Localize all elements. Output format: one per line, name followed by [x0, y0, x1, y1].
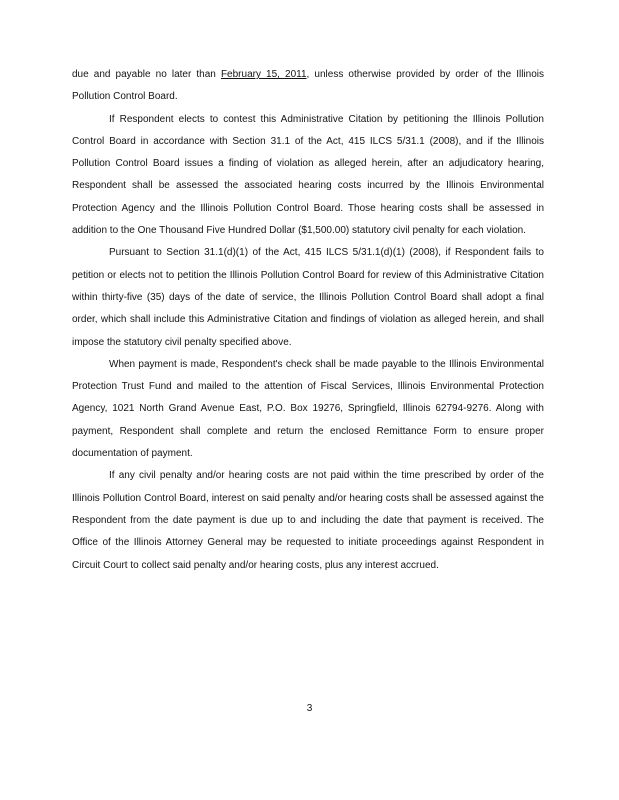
payment-due-text: due and payable no later than — [72, 69, 221, 80]
page-number: 3 — [306, 703, 313, 714]
paragraph-payment-due — [72, 64, 544, 109]
document-body — [72, 64, 544, 577]
paragraph-contest-citation: If Respondent elects to contest this Administrative Citation by petitioning the Illinois Pollution Control Board in accordance with Section 31.1 of the Act, 415 ILCS 5/31.1 (2008), and if the Illinois Pollution Control Board issues a finding of violation as alleged herein, after an adjudicatory hearing, Respondent shall be assessed the associated hearing costs incurred by the Illinois Environmental Protection Agency and the Illinois Pollution Control Board. Those hearing costs shall be assessed in addition to the One Thousand Five Hundred Dollar ($1,500.00) statutory civil penalty for each violation. — [72, 113, 544, 237]
paragraph-interest: If any civil penalty and/or hearing costs are not paid within the time prescribed by order of the Illinois Pollution Control Board, interest on said penalty and/or hearing costs shall be assessed against the Respondent from the date payment is due up to and including the date that payment is received. The Office of the Illinois Attorney General may be requested to initiate proceedings against Respondent in Circuit Court to collect said penalty and/or hearing costs, plus any interest accrued. — [72, 470, 544, 571]
due-date: February 15, 2011 — [220, 69, 307, 80]
paragraph-final-order: Pursuant to Section 31.1(d)(1) of the Act, 415 ILCS 5/31.1(d)(1) (2008), if Respondent fails to petition or elects not to petition the Illinois Pollution Control Board for review of this Administrative Citation within thirty-five (35) days of the date of service, the Illinois Pollution Control Board shall adopt a final order, which shall include this Administrative Citation and findings of violation as alleged herein, and shall impose the statutory civil penalty specified above. — [72, 247, 544, 348]
paragraph-payment-instructions: When payment is made, Respondent's check shall be made payable to the Illinois Environmental Protection Trust Fund and mailed to the attention of Fiscal Services, Illinois Environmental Protection Agency, 1021 North Grand Avenue East, P.O. Box 19276, Springfield, Illinois 62794-9276. Along with payment, Respondent shall complete and return the enclosed Remittance Form to ensure proper documentation of payment. — [72, 358, 544, 460]
payment-due-text-end: , unless otherwise provided by order of the Illinois Pollution Control Board. — [72, 69, 544, 103]
